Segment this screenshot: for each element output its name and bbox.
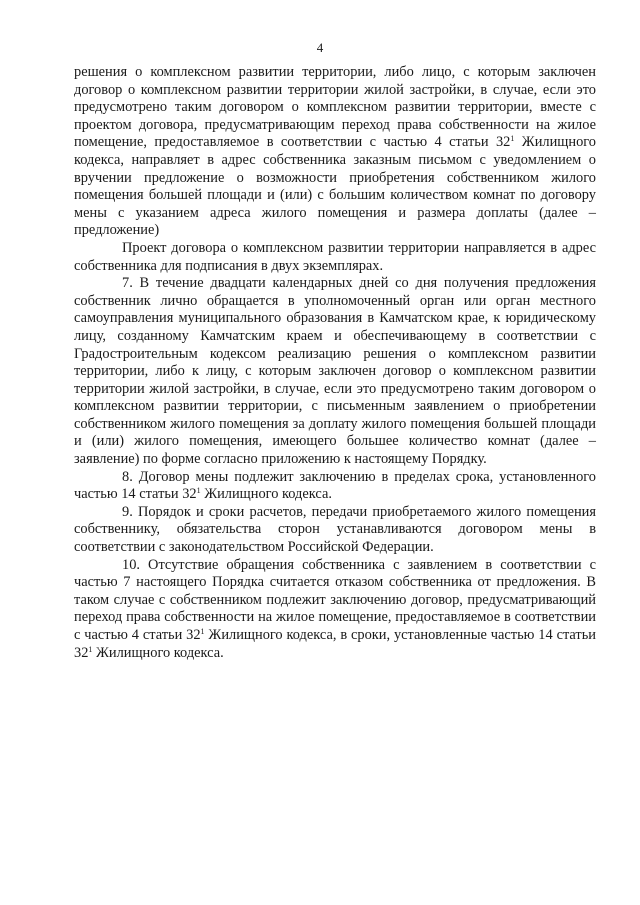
paragraph-text: Проект договора о комплексном развитии территории направляется в адрес собственника для подписания в двух экземплярах. [74, 239, 596, 274]
document-body [74, 64, 596, 662]
paragraph-text: Жилищного кодекса. [200, 486, 332, 503]
page-number: 4 [316, 40, 324, 55]
superscript-index: 1 [200, 627, 205, 636]
superscript-index: 1 [510, 134, 515, 144]
superscript-index: 1 [88, 644, 93, 654]
paragraph-text: 10. Отсутствие обращения собственника с заявлением в соответствии с частью 7 настоящего Порядка считается отказом собственника от предложения. В таком случае с собственником подлежит заключению договор, предусматривающий переход права собственности на жилое помещение, предоставляемое в соответствии с частью 4 статьи 32 [74, 556, 596, 643]
paragraph-text: Жилищного кодекса. [92, 644, 224, 661]
body-paragraph [74, 469, 596, 504]
body-paragraph [74, 64, 596, 240]
body-paragraph [74, 557, 596, 663]
body-paragraph [74, 504, 596, 557]
body-paragraph [74, 240, 596, 275]
superscript-index: 1 [196, 486, 201, 496]
paragraph-text: Жилищного кодекса, направляет в адрес собственника заказным письмом с уведомлением о вручении предложение о возможности приобретения собственником жилого помещения большей площади и (или) с большим количеством комнат по договору мены с указанием адреса жилого помещения и размера доплаты (далее – предложение) [74, 134, 596, 239]
paragraph-text: решения о комплексном развитии территории, либо лицо, с которым заключен договор о комплексном развитии территории жилой застройки, в случае, если это предусмотрено таким договором о комплексном развитии территории, вместе с проектом договора, предусматривающим переход права собственности на жилое помещение, предоставляемое в соответствии с частью 4 статьи 32 [74, 64, 596, 151]
paragraph-text: 9. Порядок и сроки расчетов, передачи приобретаемого жилого помещения собственнику, обязательства сторон устанавливаются договором мены в соответствии с законодательством Российской Федерации. [74, 503, 596, 556]
paragraph-text: Жилищного кодекса, в сроки, установленные частью 14 статьи 32 [74, 627, 596, 661]
paragraph-text: 8. Договор мены подлежит заключению в пределах срока, установленного частью 14 статьи 32 [74, 468, 596, 503]
body-paragraph [74, 275, 596, 469]
paragraph-text: 7. В течение двадцати календарных дней со дня получения предложения собственник лично обращается в уполномоченный орган или орган местного самоуправления муниципального образования в Камчатском крае, к юридическому лицу, созданному Камчатским краем и обеспечивающему в соответствии с Градостроительным кодексом реализацию решения о комплексном развитии территории, либо к лицу, с которым заключен договор о комплексном развитии территории жилой застройки, в случае, если это предусмотрено таким договором о комплексном развитии территории, с письменным заявлением о приобретении собственником жилого помещения за доплату жилого помещения большей площади и (или) жилого помещения, имеющего большее количество комнат (далее – заявление) по форме согласно приложению к настоящему Порядку. [74, 275, 596, 468]
